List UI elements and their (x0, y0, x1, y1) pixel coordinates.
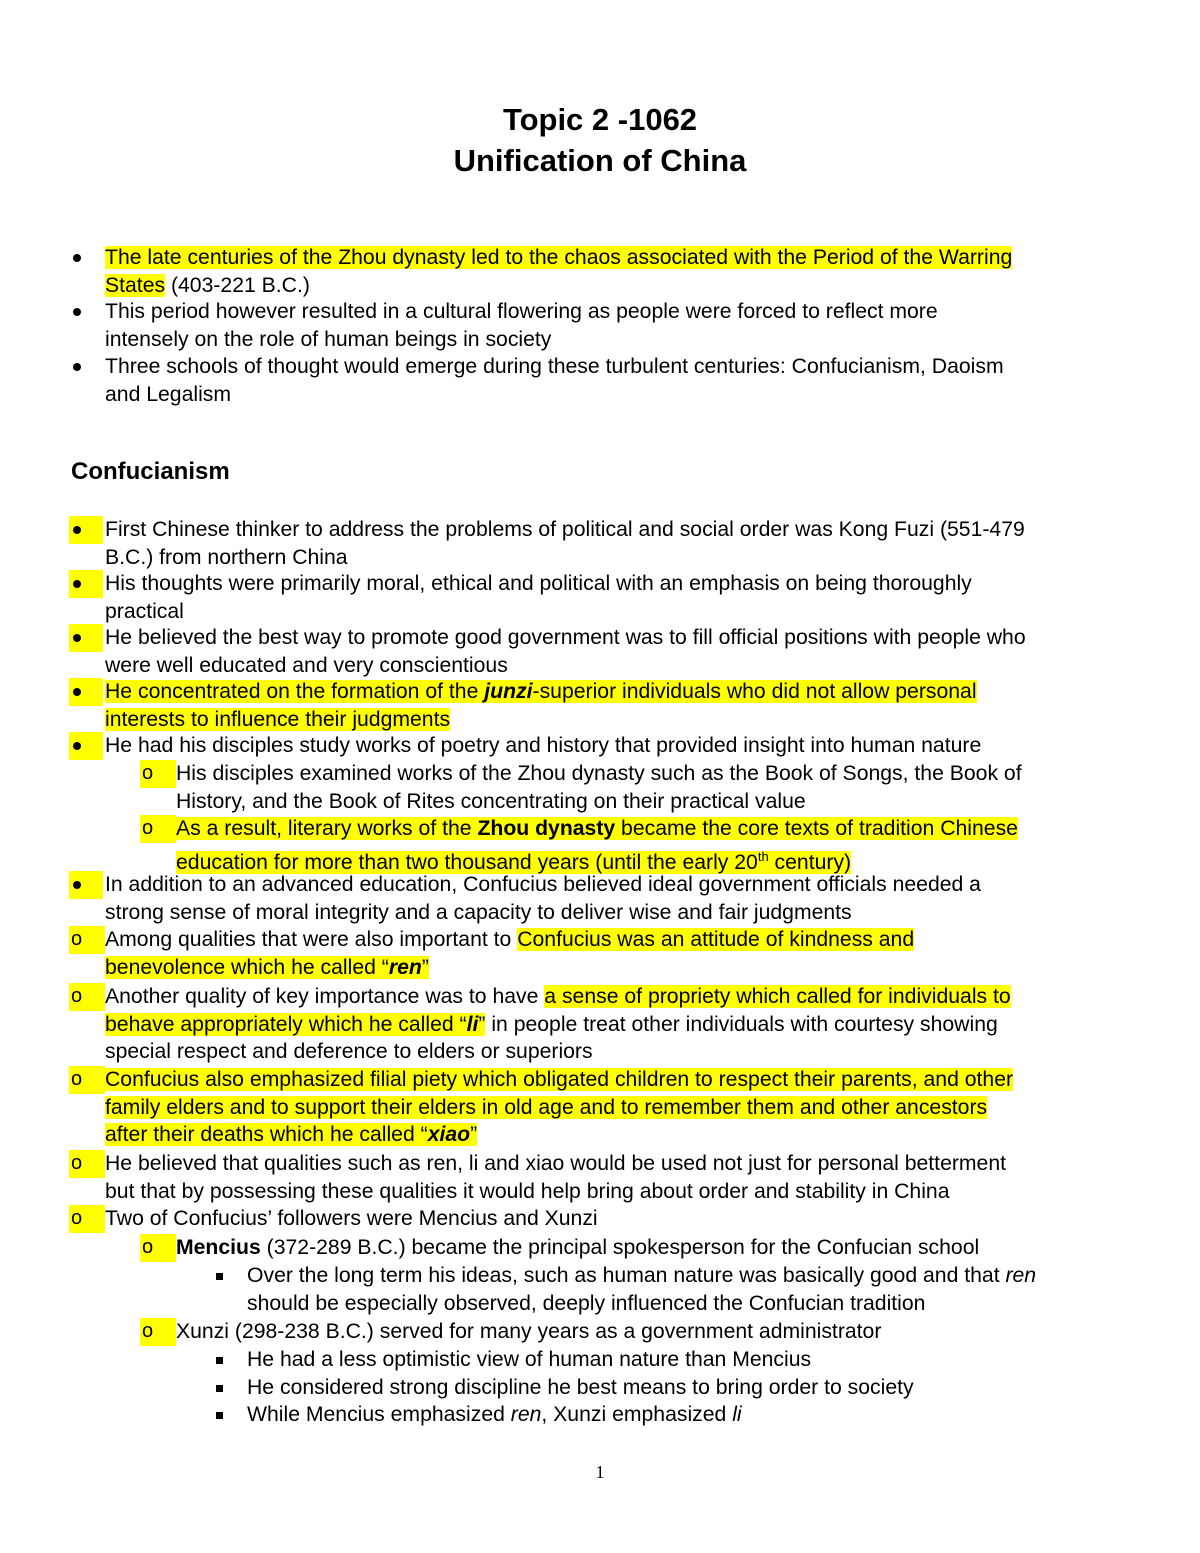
intro-bullet-2: This period however resulted in a cultural flowering as people were forced to reflect more intensely on the role of human beings in society (105, 298, 938, 353)
conf-square-5b1: He had a less optimistic view of human nature than Mencius (247, 1346, 811, 1374)
conf-sub-bullet-5b: o As a result, literary works of the Zhou dynasty became the core texts of tradition Chinese education for more than two thousand years (until the early 20th century) (142, 817, 1018, 874)
square-bullet-icon (213, 1374, 227, 1402)
bullet-dot-icon (69, 570, 103, 598)
bullet-dot-icon (69, 678, 103, 706)
conf-sub-bullet-5a: o His disciples examined works of the Zhou dynasty such as the Book of Songs, the Book of History, and the Book of Rites concentrating on their practical value (142, 762, 1022, 813)
conf-circle-3: o Confucius also emphasized filial piety which obligated children to respect their parents, and other family elders and to support their elders in old age and to remember them and other ancestors after their deaths which he called “xiao” (71, 1068, 1014, 1146)
conf-square-5b3: While Mencius emphasized ren, Xunzi emphasized li (247, 1401, 742, 1429)
circle-bullet-icon: o (140, 1318, 176, 1346)
conf-circle-1: o Among qualities that were also important to Confucius was an attitude of kindness and benevolence which he called “ren” (71, 928, 915, 979)
conf-circle-5b: o Xunzi (298-238 B.C.) served for many years as a government administrator (176, 1318, 881, 1346)
conf-bullet-6: In addition to an advanced education, Confucius believed ideal government officials needed a strong sense of moral integrity and a capacity to deliver wise and fair judgments (105, 871, 981, 926)
bullet-dot-icon (69, 244, 85, 272)
circle-bullet-icon: o (69, 1066, 105, 1094)
circle-bullet-icon: o (69, 1205, 105, 1233)
circle-bullet-icon: o (69, 1150, 105, 1178)
intro-bullet-3: Three schools of thought would emerge during these turbulent centuries: Confucianism, Daoism and Legalism (105, 353, 1004, 408)
conf-bullet-4: He concentrated on the formation of the junzi-superior individuals who did not allow personal interests to influence their judgments (105, 678, 977, 733)
circle-bullet-icon: o (140, 815, 176, 843)
conf-bullet-5: He had his disciples study works of poetry and history that provided insight into human nature (105, 732, 981, 760)
conf-circle-5a: o Mencius (372-289 B.C.) became the principal spokesperson for the Confucian school (176, 1234, 979, 1262)
bullet-dot-icon (69, 871, 103, 899)
document-subtitle: Unification of China (453, 143, 747, 178)
conf-bullet-1: First Chinese thinker to address the problems of political and social order was Kong Fuzi (551-479 B.C.) from northern China (105, 516, 1025, 571)
conf-bullet-3: He believed the best way to promote good government was to fill official positions with people who were well educated and very conscientious (105, 624, 1026, 679)
bullet-dot-icon (69, 298, 85, 326)
bullet-dot-icon (69, 353, 85, 381)
circle-bullet-icon: o (69, 983, 105, 1011)
square-bullet-icon (213, 1401, 227, 1429)
page-number: 1 (595, 1462, 605, 1482)
document-title: Topic 2 -1062 (502, 102, 698, 137)
conf-circle-4: o He believed that qualities such as ren, li and xiao would be used not just for personal betterment but that by possessing these qualities it would help bring about order and stability in China (71, 1152, 1007, 1203)
conf-square-5b2: He considered strong discipline he best means to bring order to society (247, 1374, 914, 1402)
section-heading: Confucianism (71, 458, 230, 485)
conf-bullet-2: His thoughts were primarily moral, ethical and political with an emphasis on being thoroughly practical (105, 570, 972, 625)
conf-square-5a1: Over the long term his ideas, such as human nature was basically good and that ren should be especially observed, deeply influenced the Confucian tradition (247, 1262, 1036, 1317)
bullet-dot-icon (69, 624, 103, 652)
circle-bullet-icon: o (69, 926, 105, 954)
intro-bullet-1: The late centuries of the Zhou dynasty led to the chaos associated with the Period of the Warring States (403-221 B.C.) (105, 244, 1012, 299)
square-bullet-icon (213, 1346, 227, 1374)
circle-bullet-icon: o (140, 760, 176, 788)
conf-circle-5: o Two of Confucius’ followers were Mencius and Xunzi (105, 1205, 598, 1233)
bullet-dot-icon (69, 732, 103, 760)
conf-circle-2: o Another quality of key importance was to have a sense of propriety which called for individuals to behave appropriately which he called “li” in people treat other individuals with courtesy showing special respect and deference to elders or superiors (71, 985, 1011, 1063)
bullet-dot-icon (69, 516, 103, 544)
square-bullet-icon (213, 1262, 227, 1290)
circle-bullet-icon: o (140, 1234, 176, 1262)
